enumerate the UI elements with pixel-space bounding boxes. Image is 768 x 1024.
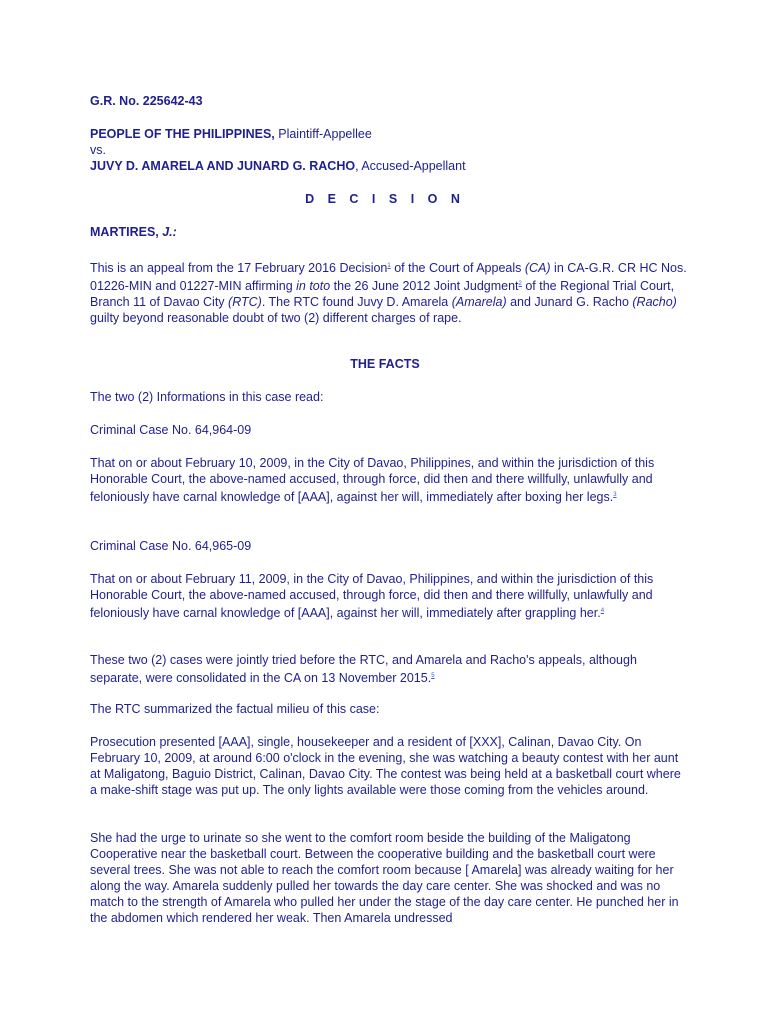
- footnote-4-link[interactable]: 4: [600, 608, 605, 614]
- footnote-3-link[interactable]: 3: [613, 492, 617, 498]
- intro-italic: (Amarela): [451, 295, 507, 310]
- plaintiff-name: PEOPLE OF THE PHILIPPINES,: [90, 127, 275, 141]
- versus-text: vs.: [90, 143, 106, 157]
- plaintiff-line: [90, 126, 690, 142]
- case-1-title: Criminal Case No. 64,964-09: [90, 423, 252, 437]
- case-2-text: That on or about February 11, 2009, in the City of Davao, Philippines, and within the jurisdiction of this Honorable Court, the above-named accused, through force, did then and there willfully, unlawfully and feloniously have carnal knowledge of [AAA], against her will, immediately after grappling her.: [90, 572, 654, 621]
- intro-text: and Junard G. Racho: [506, 295, 633, 310]
- rtc-summary-intro: The RTC summarized the factual milieu of this case:: [90, 702, 380, 716]
- footnote-1-link[interactable]: 1: [387, 263, 391, 269]
- case-2-title: Criminal Case No. 64,965-09: [90, 539, 252, 553]
- footnote-5-link[interactable]: 5: [431, 673, 435, 679]
- intro-paragraph: [90, 258, 690, 326]
- intro-text: guilty beyond reasonable doubt of two (2) different charges of rape.: [90, 311, 462, 326]
- intro-italic: (RTC): [228, 295, 262, 310]
- facts-heading: THE FACTS: [350, 357, 420, 371]
- case-number: G.R. No. 225642-43: [90, 94, 203, 108]
- prosecution-paragraph-1: Prosecution presented [AAA], single, housekeeper and a resident of [XXX], Calinan, Davao City. On February 10, 2009, at around 6:00 o'clock in the evening, she was watching a beauty contest with her aunt at Maligatong, Baguio District, Calinan, Davao City. The contest was being held at a basketball court where a make-shift stage was put up. The only lights available were those coming from the vehicles around.: [90, 735, 681, 797]
- intro-italic: in toto: [296, 279, 331, 294]
- intro-italic: (CA): [524, 261, 551, 276]
- plaintiff-role: Plaintiff-Appellee: [274, 127, 372, 141]
- intro-text: the 26 June 2012 Joint Judgment: [330, 279, 519, 294]
- intro-text: of the Court of Appeals: [390, 261, 525, 276]
- intro-text: . The RTC found Juvy D. Amarela: [261, 295, 452, 310]
- case-2-information: [90, 571, 690, 621]
- accused-role: , Accused-Appellant: [355, 159, 466, 173]
- decision-heading: D E C I S I O N: [305, 192, 465, 206]
- intro-text: in CA-G.R. CR HC Nos. 01226-MIN and 01227-MIN affirming: [90, 261, 687, 294]
- joint-trial-text: These two (2) cases were jointly tried before the RTC, and Amarela and Racho's appeals, although separate, were consolidated in the CA on 13 November 2015.: [90, 653, 637, 686]
- footnote-2-link[interactable]: 2: [518, 281, 522, 288]
- ponente-name: MARTIRES,: [90, 225, 159, 239]
- accused-name: JUVY D. AMARELA AND JUNARD G. RACHO: [90, 159, 356, 173]
- accused-line: [90, 158, 690, 174]
- prosecution-paragraph-2: She had the urge to urinate so she went to the comfort room beside the building of the Maligatong Cooperative near the basketball court. Between the cooperative building and the basketball court were several trees. She was not able to reach the comfort room because [ Amarela] was already waiting for her along the way. Amarela suddenly pulled her towards the day care center. She was shocked and was no match to the strength of Amarela who pulled her under the stage of the day care center. He punched her in the abdomen which rendered her weak. Then Amarela undressed: [90, 831, 679, 925]
- joint-trial-paragraph: [90, 652, 690, 686]
- informations-intro: The two (2) Informations in this case read:: [90, 390, 324, 404]
- case-1-information: [90, 455, 690, 505]
- case-1-text: That on or about February 10, 2009, in the City of Davao, Philippines, and within the jurisdiction of this Honorable Court, the above-named accused, through force, did then and there willfully, unlawfully and feloniously have carnal knowledge of [AAA], against her will, immediately after boxing her legs.: [90, 456, 655, 505]
- intro-text: This is an appeal from the 17 February 2016 Decision: [90, 261, 388, 276]
- ponente-title: J.:: [158, 225, 177, 239]
- ponente-line: [90, 224, 690, 240]
- intro-italic: (Racho): [632, 295, 677, 310]
- intro-text: of the Regional Trial Court, Branch 11 of Davao City: [90, 279, 675, 310]
